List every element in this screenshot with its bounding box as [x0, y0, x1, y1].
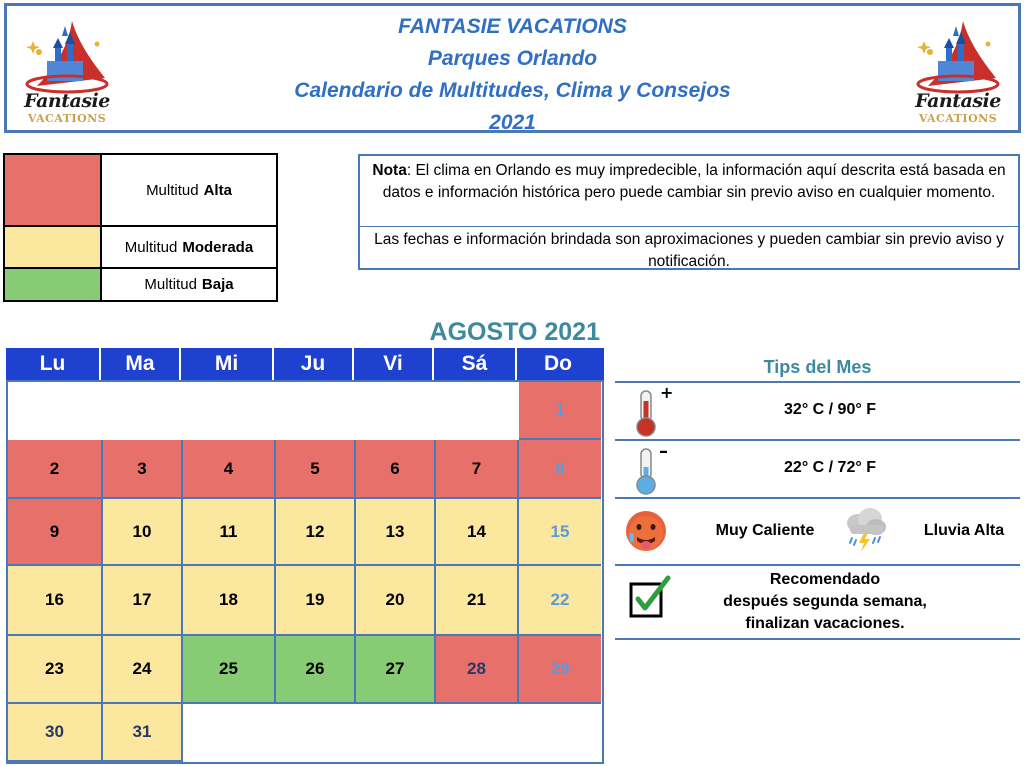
fantasie-logo-right: [908, 16, 1008, 131]
recommendation-line: Recomendado: [769, 571, 881, 588]
hot-face-icon: [624, 509, 668, 558]
header-year: 2021: [489, 111, 536, 134]
calendar-day: 7: [436, 440, 519, 499]
tips-divider: [615, 497, 1020, 499]
header-document-title: Calendario de Multitudes, Clima y Consejos: [294, 79, 731, 102]
hot-label: Muy Caliente: [715, 522, 815, 539]
crowd-legend: [3, 153, 278, 302]
tips-title: Tips del Mes: [763, 357, 872, 377]
logo-name: Fantasie: [915, 90, 1001, 112]
legend-level: Moderada: [182, 238, 254, 256]
calendar-day: 19: [276, 566, 356, 636]
legend-prefix: Multitud: [124, 238, 178, 256]
header-banner: [4, 3, 1021, 133]
legend-row-alta: [5, 155, 276, 227]
tips-divider: [615, 638, 1020, 640]
calendar-day: 17: [103, 566, 183, 636]
thermometer-cold-icon: [630, 443, 672, 500]
thermometer-hot-icon: [630, 385, 672, 442]
weekday-3: Ju: [274, 348, 354, 380]
legend-row-moderada: [5, 227, 276, 269]
legend-swatch: [5, 227, 102, 267]
calendar-day: 22: [519, 566, 601, 636]
note-label: Nota: [372, 162, 407, 179]
logo-name: Fantasie: [24, 90, 110, 112]
weekday-5: Sá: [434, 348, 517, 380]
recommendation-line: después segunda semana,: [723, 593, 927, 610]
calendar-day: 21: [436, 566, 519, 636]
calendar-day: 13: [356, 499, 436, 566]
max-temperature: 32° C / 90° F: [784, 401, 876, 418]
legend-label: [102, 227, 276, 267]
calendar-day: 5: [276, 440, 356, 499]
disclaimer-note: [358, 154, 1020, 270]
checkbox-icon: [626, 574, 674, 625]
calendar-day: 10: [103, 499, 183, 566]
note-text: : El clima en Orlando es muy impredecible, la información aquí descrita está basada en datos e información histórica pero puede cambiar sin previo aviso en cualquier momento.: [382, 162, 1006, 201]
svg-text:+: +: [660, 383, 674, 402]
calendar-day: 27: [356, 636, 436, 704]
weekday-1: Ma: [101, 348, 181, 380]
min-temperature: 22° C / 72° F: [784, 459, 876, 476]
legend-swatch: [5, 155, 102, 225]
legend-level: Baja: [201, 276, 234, 293]
legend-label: [102, 155, 276, 225]
calendar-day: 1: [519, 382, 601, 440]
weekday-2: Mi: [181, 348, 274, 380]
calendar-day: 18: [183, 566, 276, 636]
tips-divider: [615, 439, 1020, 441]
storm-cloud-icon: [842, 505, 888, 560]
rain-label: Lluvia Alta: [923, 522, 1005, 539]
castle-hat-icon: [908, 16, 1008, 96]
recommendation: [690, 569, 960, 635]
note-divider: [360, 226, 1018, 227]
header-titles: [7, 11, 1018, 139]
weekday-4: Vi: [354, 348, 434, 380]
calendar-day: 16: [8, 566, 103, 636]
weekday-6: Do: [544, 352, 572, 375]
calendar-day: 31: [103, 704, 183, 762]
calendar-day: 28: [436, 636, 519, 704]
weekday-0: Lu: [6, 348, 101, 380]
calendar-day: 24: [103, 636, 183, 704]
header-company: FANTASIE VACATIONS: [398, 15, 627, 38]
note-paragraph-2: Las fechas e información brindada son aproximaciones y pueden cambiar sin previo aviso y notificación.: [374, 231, 1004, 270]
weekday-header: [6, 348, 604, 380]
legend-prefix: Multitud: [144, 276, 197, 293]
legend-level: Alta: [203, 181, 232, 199]
calendar-day: 30: [8, 704, 103, 762]
note-paragraph: [366, 160, 1012, 204]
calendar-grid: [6, 380, 604, 764]
calendar-day: 15: [519, 499, 601, 566]
calendar-day: 2: [8, 440, 103, 499]
logo-sub: VACATIONS: [918, 112, 998, 125]
calendar-day: 11: [183, 499, 276, 566]
tips-divider: [615, 381, 1020, 383]
calendar-day: 9: [8, 499, 103, 566]
calendar-day: 12: [276, 499, 356, 566]
recommendation-line: finalizan vacaciones.: [745, 615, 905, 632]
calendar-day: 23: [8, 636, 103, 704]
header-subtitle: Parques Orlando: [427, 47, 598, 70]
legend-label: [102, 269, 276, 300]
calendar-day: 26: [276, 636, 356, 704]
calendar-day: 3: [103, 440, 183, 499]
calendar-day: 25: [183, 636, 276, 704]
month-title: AGOSTO 2021: [429, 318, 600, 346]
logo-sub: VACATIONS: [27, 112, 107, 125]
calendar-day: 20: [356, 566, 436, 636]
calendar-day: 8: [519, 440, 601, 499]
calendar-day: 4: [183, 440, 276, 499]
svg-text:–: –: [659, 441, 668, 462]
legend-swatch: [5, 269, 102, 300]
calendar-day: 14: [436, 499, 519, 566]
tips-divider: [615, 564, 1020, 566]
calendar-day: 29: [519, 636, 601, 704]
legend-row-baja: [5, 269, 276, 300]
legend-prefix: Multitud: [146, 181, 199, 199]
calendar-day: 6: [356, 440, 436, 499]
